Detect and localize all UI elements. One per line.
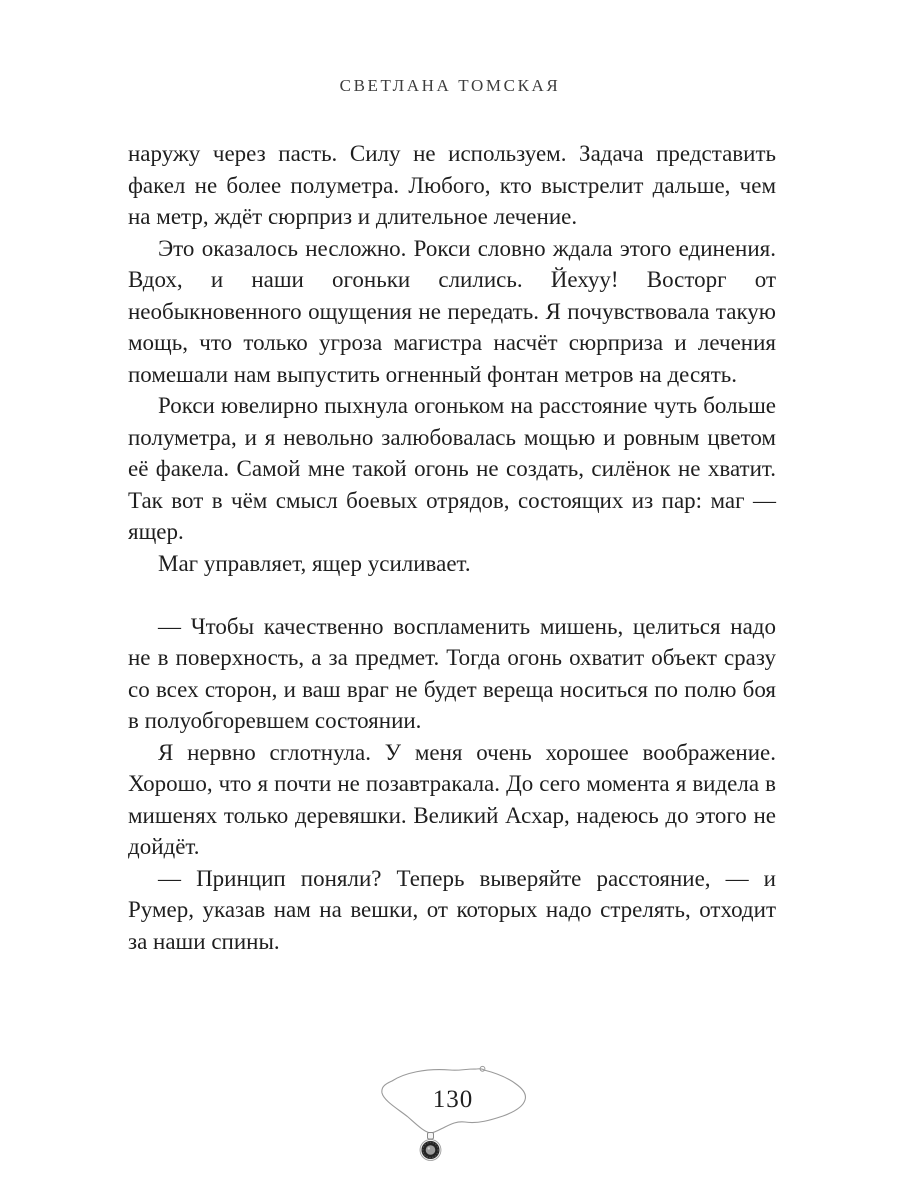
page-number: 130: [432, 1086, 474, 1113]
pendant-bail-icon: [428, 1133, 434, 1140]
paragraph: Я нервно сглотнула. У меня очень хорошее воображение. Хорошо, что я почти не позавтракала. До сего момента я видела в мишенях только деревяшки. Великий Асхар, надеюсь до этого не дойдёт.: [128, 739, 776, 859]
paragraph: Рокси ювелирно пыхнула огоньком на расстояние чуть больше полуметра, и я невольно залюбовалась мощью и ровным цветом её факела. Самой мне такой огонь не создать, силёнок не хватит. Так вот в чём смысл боевых отрядов, состоящих из пар: маг — ящер.: [128, 393, 776, 544]
paragraph-dialogue: — Чтобы качественно воспламенить мишень, целиться надо не в поверхность, а за предмет. Тогда огонь охватит объект сразу со всех сторон, и ваш враг не будет вереща носиться по полю боя в полуобгоревшем состоянии.: [128, 613, 776, 733]
page-footer: [0, 1062, 900, 1176]
paragraph: Это оказалось несложно. Рокси словно ждала этого единения. Вдох, и наши огоньки слились. Йехуу! Восторг от необыкновенного ощущения не передать. Я почувствовала такую мощь, что только угроза магистра насчёт сюрприза и лечения помешали нам выпустить огненный фонтан метров на десять.: [128, 235, 776, 387]
pendant-center-icon: [426, 1145, 436, 1155]
necklace-ornament-icon: [364, 1062, 536, 1176]
paragraph: наружу через пасть. Силу не используем. Задача представить факел не более полуметра. Любого, кто выстрелит дальше, чем на метр, ждёт сюрприз и длительное лечение.: [128, 141, 776, 229]
pendant-highlight-icon: [428, 1147, 430, 1149]
paragraph-dialogue: — Принцип поняли? Теперь выверяйте расстояние, — и Румер, указав нам на вешки, от которых надо стрелять, отходит за наши спины.: [128, 865, 776, 954]
paragraph: Маг управляет, ящер усиливает.: [158, 550, 471, 576]
page-text: [128, 138, 776, 957]
running-head-author: СВЕТЛАНА ТОМСКАЯ: [339, 76, 561, 95]
